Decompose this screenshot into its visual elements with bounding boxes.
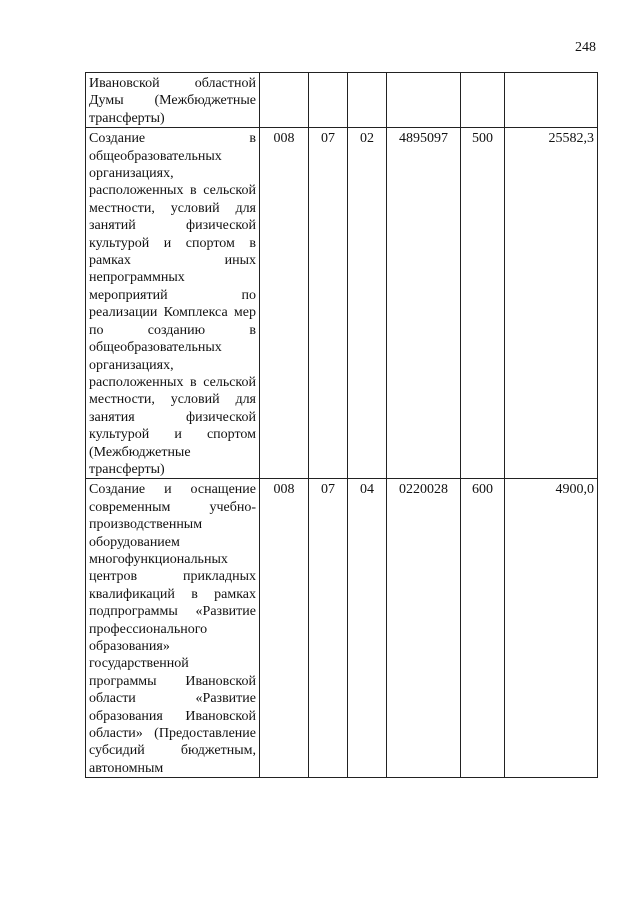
page-number: 248 (575, 40, 596, 55)
subsection-code: 04 (348, 479, 387, 778)
amount-value: 25582,3 (505, 128, 598, 479)
subsection-code (348, 73, 387, 128)
target-article-code: 0220028 (387, 479, 461, 778)
amount-value: 4900,0 (505, 479, 598, 778)
target-article-code (387, 73, 461, 128)
section-code (309, 73, 348, 128)
section-code: 07 (309, 479, 348, 778)
ministry-code: 008 (260, 479, 309, 778)
subsection-code: 02 (348, 128, 387, 479)
budget-table (85, 72, 598, 778)
row-description: Ивановской областной Думы (Межбюджетные трансферты) (86, 73, 260, 128)
target-article-code: 4895097 (387, 128, 461, 479)
amount-value (505, 73, 598, 128)
row-description: Создание и оснащение современным учебно-производственным оборудованием многофункциональных центров прикладных квалификаций в рамках подпрограммы «Развитие профессионального образования» государственной программы Ивановской области «Развитие образования Ивановской области» (Предоставление субсидий бюджетным, автономным (86, 479, 260, 778)
table-row (86, 128, 598, 479)
expense-type-code (461, 73, 505, 128)
section-code: 07 (309, 128, 348, 479)
ministry-code: 008 (260, 128, 309, 479)
table-row (86, 479, 598, 778)
row-description: Создание в общеобразовательных организациях, расположенных в сельской местности, условий для занятий физической культурой и спортом в рамках иных непрограммных мероприятий по реализации Комплекса мер по созданию в общеобразовательных организациях, расположенных в сельской местности, условий для занятия физической культурой и спортом (Межбюджетные трансферты) (86, 128, 260, 479)
expense-type-code: 600 (461, 479, 505, 778)
table-row (86, 73, 598, 128)
expense-type-code: 500 (461, 128, 505, 479)
ministry-code (260, 73, 309, 128)
